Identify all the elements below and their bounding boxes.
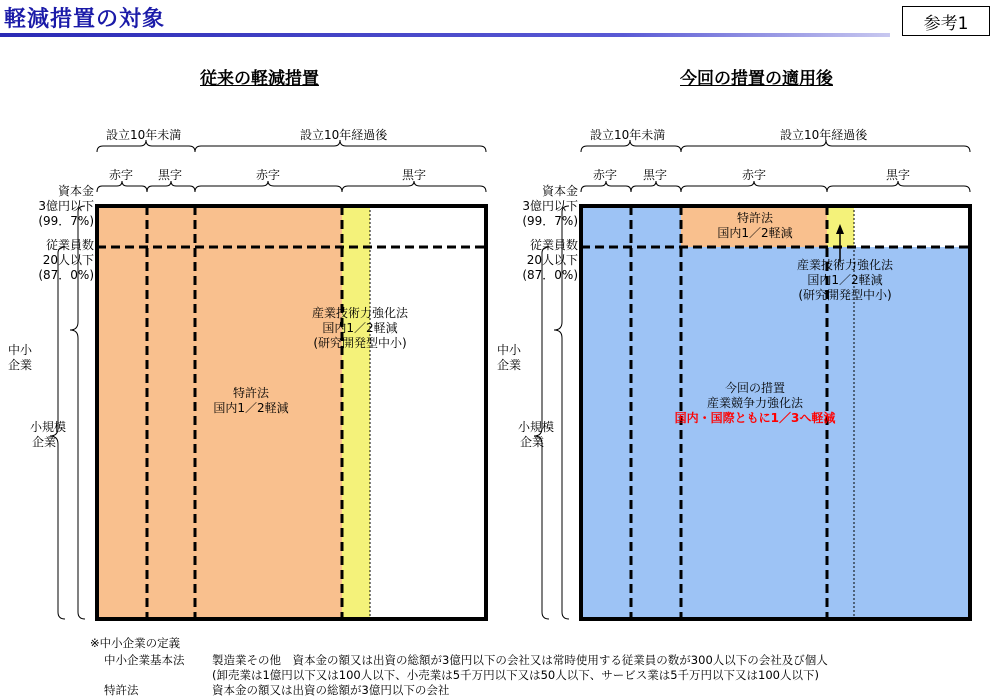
right-white-box [854,206,970,247]
right-group-over10: 設立10年経過後 [780,128,868,142]
right-group-under10: 設立10年未満 [590,128,666,142]
left-group-under10: 設立10年未満 [106,128,182,142]
left-heading: 従来の軽減措置 [200,69,319,89]
right-col-deficit-1: 赤字 [593,168,618,182]
reference-badge: 参考1 [902,6,990,36]
left-tokkyo-text: 特許法 国内1／2軽減 [213,386,289,415]
right-sangyo-text: 産業技術力強化法 国内1／2軽減 (研究開発型中小) [796,258,893,302]
left-employees-label: 従業員数 20人以下 (87．0%) [38,238,94,282]
right-col-deficit-2: 赤字 [742,168,767,182]
notes-row3-label: 特許法 [104,683,139,697]
left-col-deficit-1: 赤字 [109,168,134,182]
left-small-label: 小規模 企業 [30,420,67,449]
right-heading: 今回の措置の適用後 [680,69,833,89]
right-employees-label: 従業員数 20人以下 (87．0%) [522,238,578,282]
right-sme-label: 中小 企業 [497,343,522,372]
left-sangyo-text: 産業技術力強化法 国内1／2軽減 (研究開発型中小) [311,306,408,350]
notes-heading: ※中小企業の定義 [90,636,181,650]
right-small-label: 小規模 企業 [518,420,555,449]
left-diagram [50,140,486,619]
right-col-surplus-1: 黒字 [643,168,668,182]
notes-row1-text: 製造業その他 資本金の額又は出資の総額が3億円以下の会社又は常時使用する従業員の数が300人以下の会社及び個人 [212,653,828,667]
notes-row1-label: 中小企業基本法 [104,653,185,667]
left-col-deficit-2: 赤字 [256,168,281,182]
notes-row2-text: (卸売業は1億円以下又は100人以下、小売業は5千万円以下又は50人以下、サービス業は5千万円以下又は100人以下) [212,668,819,682]
right-col-surplus-2: 黒字 [886,168,911,182]
left-sme-label: 中小 企業 [8,343,33,372]
right-capital-label: 資本金 3億円以下 (99．7%) [522,184,578,228]
page-title: 軽減措置の対象 [4,7,166,32]
left-yellow-strip [342,206,370,619]
right-tokkyo-text: 特許法 国内1／2軽減 [717,211,793,240]
left-col-surplus-1: 黒字 [158,168,183,182]
right-new-measure-text: 今回の措置 産業競争力強化法 国内・国際ともに1／3へ軽減 [674,381,836,425]
left-capital-label: 資本金 3億円以下 (99．7%) [38,184,94,228]
left-group-over10: 設立10年経過後 [300,128,388,142]
left-col-surplus-2: 黒字 [402,168,427,182]
notes-row3-text: 資本金の額又は出資の総額が3億円以下の会社 [212,683,450,697]
